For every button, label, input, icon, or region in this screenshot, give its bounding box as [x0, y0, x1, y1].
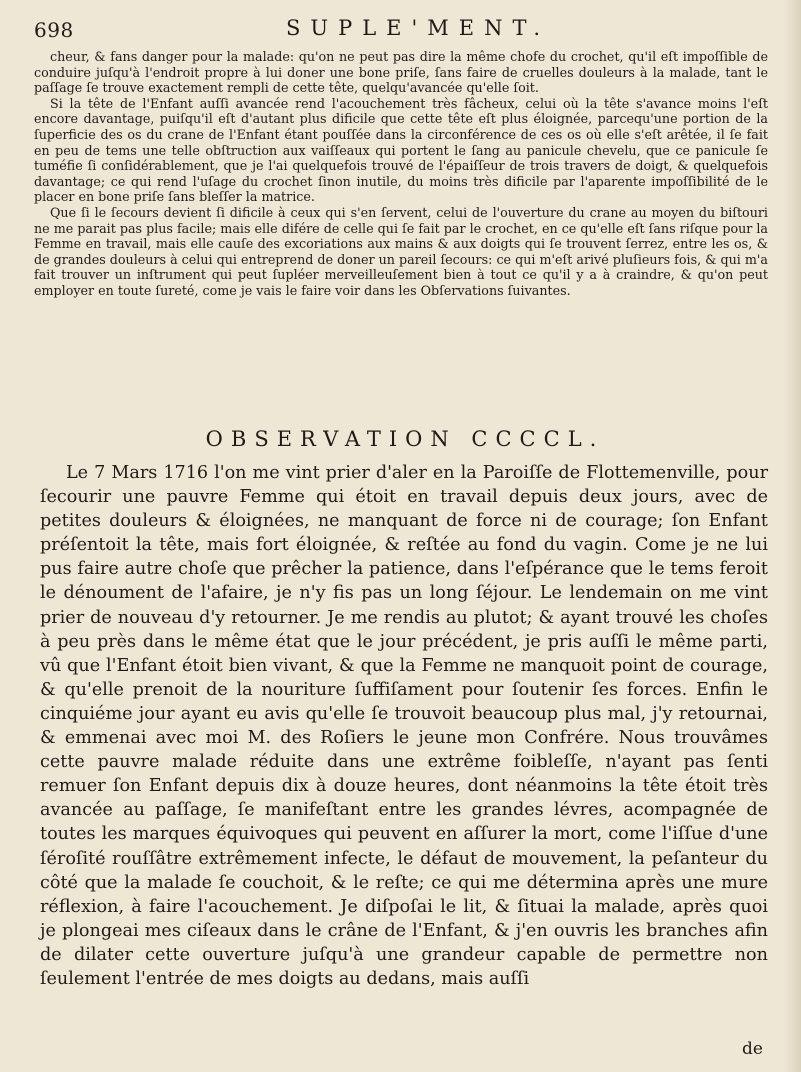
catchword: de: [742, 1039, 763, 1059]
paragraph: Si la tête de l'Enfant auſſi avancée rend l'acouchement très fâcheux, celui où la tête s'avance moins l'eſt encore davantage, puiſqu'il eſt d'autant plus dificile que cette tête eſt plus éloignée, parcequ'une portion de la ſuperficie des os du crane de l'Enfant étant pouſſée dans la circonférence de ces os où elle s'eſt arêtée, il ſe fait en peu de tems une telle obſtruction aux vaiſſeaux qui portent le ſang au panicule chevelu, que ce panicule ſe tuméfie ſi conſidérablement, que je l'ai quelquefois trouvé de l'épaiſſeur de trois travers de doigt, & quelquefois davantage; ce qui rend l'uſage du crochet ſinon inutile, du moins très dificile par l'aparente impoſſibilité de le placer en bone priſe ſans bleſſer la matrice.: [34, 95, 768, 205]
paragraph: cheur, & fans danger pour la malade: qu'on ne peut pas dire la même chofe du crochet, qu'il eſt impoſſible de conduire juſqu'à l'endroit propre à lui doner une bone priſe, ſans faire de cruelles douleurs à la malade, tant le paſſage ſe trouve exactement rempli de cette tête, quelqu'avancée qu'elle ſoit.: [34, 49, 768, 96]
previous-observation-text: [34, 49, 768, 299]
paragraph: Le 7 Mars 1716 l'on me vint prier d'aler en la Paroiſſe de Flottemenville, pour ſecourir une pauvre Femme qui étoit en travail depuis deux jours, avec de petites douleurs & éloignées, ne manquant de force ni de courage; ſon Enfant préſentoit la tête, mais fort éloignée, & reſtée au fond du vagin. Come je ne lui pus faire autre choſe que prêcher la patience, dans l'eſpérance que le tems feroit le dénoument de l'afaire, je n'y fis pas un long ſéjour. Le lendemain on me vint prier de nouveau d'y retourner. Je me rendis au plutot; & ayant trouvé les choſes à peu près dans le même état que le jour précédent, je pris auſſi le même parti, vû que l'Enfant étoit bien vivant, & que la Femme ne manquoit point de courage, & qu'elle prenoit de la nouriture ſuffiſament pour ſoutenir ſes forces. Enfin le cinquiéme jour ayant eu avis qu'elle ſe trouvoit beaucoup plus mal, j'y retournai, & emmenai avec moi M. des Roſiers le jeune mon Confrére. Nous trouvâmes cette pauvre malade réduite dans une extrême foibleſſe, n'ayant pas ſenti remuer ſon Enfant depuis dix à douze heures, dont néanmoins la tête étoit très avancée au paſſage, ſe manifeſtant entre les grandes lévres, acompagnée de toutes les marques équivoques qui peuvent en aſſurer la mort, come l'iſſue d'une ſéroſité rouſſâtre extrêmement infecte, le défaut de mouvement, la peſanteur du côté que la malade ſe couchoit, & le reſte; ce qui me détermina après une mure réflexion, à faire l'acouchement. Je diſpoſai le lit, & ſituai la malade, après quoi je plongeai mes ciſeaux dans le crâne de l'Enfant, & j'en ouvris les branches afin de dilater cette ouverture juſqu'à une grandeur capable de permettre non ſeulement l'entrée de mes doigts au dedans, mais auſſi: [40, 463, 768, 989]
observation-title: OBSERVATION CCCCL.: [205, 427, 605, 451]
paragraph: Que ſi le ſecours devient ſi dificile à ceux qui s'en ſervent, celui de l'ouverture du crane au moyen du biſtouri ne me parait pas plus facile; mais elle difére de celle qui ſe fait par le crochet, en ce qu'elle eſt ſans riſque pour la Femme en travail, mais elle cauſe des excoriations aux mains & aux doigts qui ſe trouvent ſerrez, entre les os, & de grandes douleurs à celui qui entreprend de doner un pareil ſecours: ce qui m'eſt arivé pluſieurs fois, & qui m'a fait trouver un inſtrument qui peut ſupléer merveilleuſement bien à tout ce qu'il y a à craindre, & qu'on peut employer en toute ſureté, come je vais le faire voir dans les Obſervations ſuivantes.: [34, 204, 768, 298]
page-number: 698: [34, 18, 74, 42]
observation-text: [40, 461, 768, 991]
page-header: [34, 18, 764, 48]
page-edge-shadow: [783, 0, 801, 1072]
running-head: SUPLE'MENT.: [286, 16, 551, 40]
